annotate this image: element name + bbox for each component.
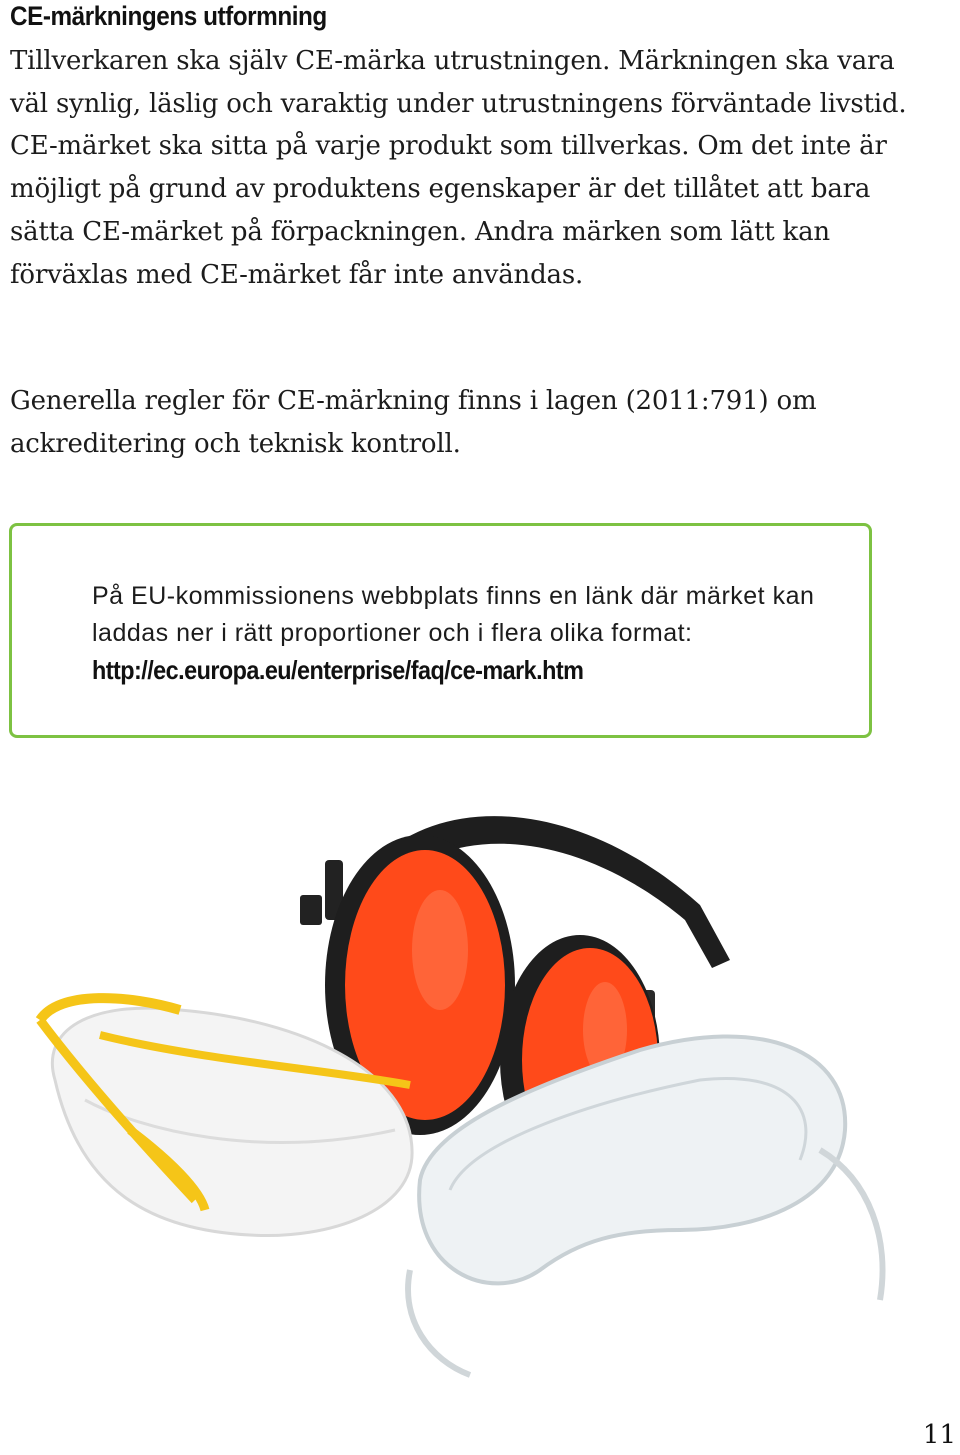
body-paragraph-1: Tillverkaren ska själv CE-märka utrustningen. Märkningen ska vara väl synlig, läslig och varaktig under utrustningens förväntade livstid. CE-märket ska sitta på varje produkt som tillverkas. Om det inte är möjligt på grund av produktens egenskaper är det tillåtet att bara sätta CE-märket på förpackningen. Andra märken som lätt kan förväxlas med CE-märket får inte användas. (10, 46, 907, 290)
page-number: 11 (922, 1420, 956, 1450)
info-box-link[interactable]: http://ec.europa.eu/enterprise/faq/ce-mark.htm (92, 655, 584, 685)
info-box-text: På EU-kommissionens webbplats finns en länk där märket kan laddas ner i rätt proportioner och i flera olika format: (92, 582, 815, 647)
section-heading: CE-märkningens utformning (10, 1, 327, 31)
safety-equipment-photo (0, 800, 960, 1380)
info-box (9, 523, 872, 738)
body-paragraph-2: Generella regler för CE-märkning finns i lagen (2011:791) om ackreditering och teknisk kontroll. (10, 386, 817, 459)
